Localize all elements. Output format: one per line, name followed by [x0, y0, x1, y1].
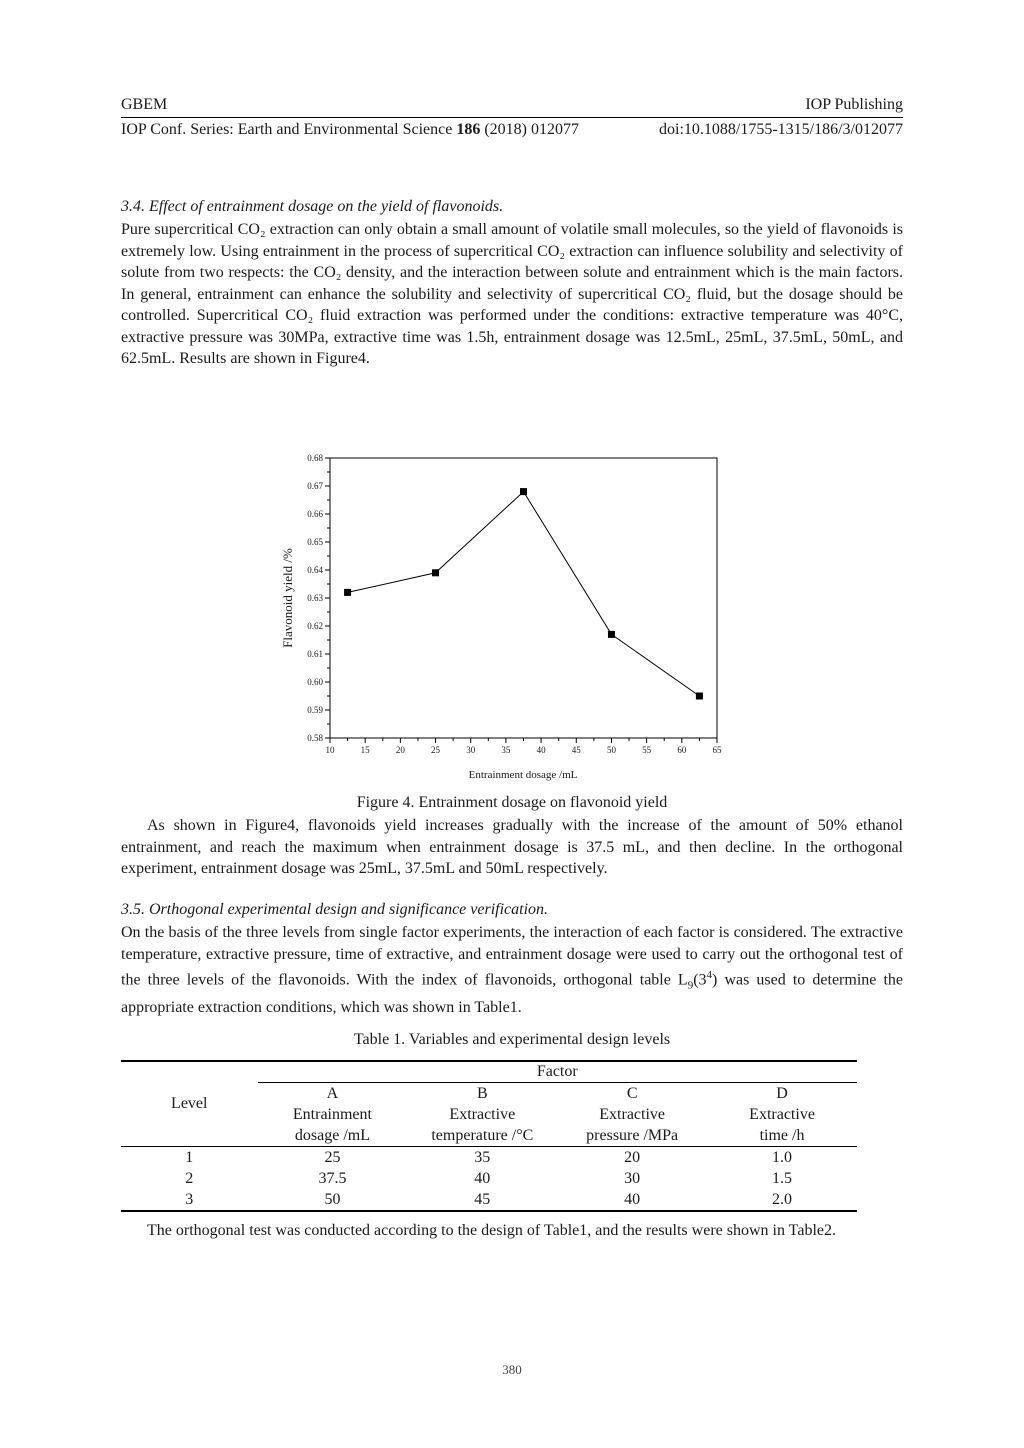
series-volume: 186 [456, 121, 481, 138]
table-cell: 1.0 [772, 1149, 793, 1166]
orthogonal-superscript: 4 [706, 969, 713, 981]
y-tick-label: 0.63 [307, 593, 323, 603]
table-row [121, 1168, 857, 1189]
journal-short-name: GBEM [121, 96, 168, 113]
header-rule [121, 117, 903, 118]
x-tick-label: 50 [606, 745, 616, 755]
y-tick-label: 0.68 [307, 453, 323, 463]
x-tick-label: 30 [466, 745, 476, 755]
x-tick-label: 25 [431, 745, 441, 755]
data-point-marker [432, 569, 439, 576]
figure-4-caption: Figure 4. Entrainment dosage on flavonoid yield [356, 794, 668, 811]
table-cell: 40 [624, 1191, 641, 1208]
x-axis-label: Entrainment dosage /mL [468, 769, 578, 781]
series-prefix: IOP Conf. Series: Earth and Environmental Science [121, 121, 457, 138]
table-1-caption: Table 1. Variables and experimental design levels [353, 1031, 671, 1048]
table-cell: 1.5 [772, 1170, 793, 1187]
table-cell: 30 [624, 1170, 641, 1187]
x-tick-label: 55 [642, 745, 652, 755]
y-tick-label: 0.58 [307, 733, 323, 743]
x-tick-label: 15 [360, 745, 370, 755]
section-3-5-text-end: ) was used to determine the appropriate extraction conditions, which was shown in Table1. [121, 971, 903, 1017]
y-tick-label: 0.62 [307, 621, 323, 631]
column-unit: time /h [759, 1127, 805, 1144]
doi: doi:10.1088/1755-1315/186/3/012077 [659, 121, 903, 138]
table-cell: 50 [324, 1191, 341, 1208]
table-cell: 25 [324, 1149, 341, 1166]
section-3-5-paragraph [121, 922, 903, 1019]
table-cell: 45 [474, 1191, 491, 1208]
data-point-marker [608, 631, 615, 638]
y-tick-label: 0.64 [307, 565, 323, 575]
data-point-marker [520, 488, 527, 495]
series-citation [121, 121, 579, 139]
y-axis-label: Flavonoid yield /% [280, 548, 295, 648]
section-heading-3-5: 3.5. Orthogonal experimental design and significance verification. [121, 901, 549, 918]
publisher-name: IOP Publishing [805, 96, 903, 113]
table-cell: 40 [474, 1170, 491, 1187]
table-cell: 1 [185, 1149, 194, 1166]
section-3-4-paragraph: Pure supercritical CO₂ extraction can only obtain a small amount of volatile small molecules, so the yield of flavonoids is extremely low. Using entrainment in the process of supercritical CO₂ extraction can influence solubility and selectivity of solute from two respects: the CO₂ density, and the interaction between solute and entrainment which is the main factors. In general, entrainment can enhance the solubility and selectivity of supercritical CO₂ fluid, but the dosage should be controlled. Supercritical CO₂ fluid extraction was performed under the conditions: extractive temperature was 40°C, extractive pressure was 30MPa, extractive time was 1.5h, entrainment dosage was 12.5mL, 25mL, 37.5mL, 50mL, and 62.5mL. Results are shown in Figure4. [121, 221, 903, 367]
x-tick-label: 45 [571, 745, 581, 755]
y-tick-label: 0.60 [307, 677, 323, 687]
table-cell: 20 [624, 1149, 641, 1166]
table-cell: 37.5 [318, 1170, 347, 1187]
column-letter: D [776, 1085, 788, 1102]
orthogonal-base: (3 [693, 971, 707, 989]
column-unit: pressure /MPa [586, 1127, 679, 1144]
column-name: Entrainment [292, 1106, 372, 1123]
y-tick-label: 0.66 [307, 509, 323, 519]
section-heading-3-4: 3.4. Effect of entrainment dosage on the yield of flavonoids. [121, 198, 504, 215]
factor-header: Factor [258, 1061, 857, 1083]
x-tick-label: 60 [677, 745, 687, 755]
closing-paragraph: The orthogonal test was conducted according to the design of Table1, and the results were shown in Table2. [147, 1222, 836, 1239]
column-letter: B [476, 1085, 488, 1102]
table-row [121, 1147, 857, 1169]
data-point-marker [344, 589, 351, 596]
y-tick-label: 0.67 [307, 481, 323, 491]
y-tick-label: 0.61 [307, 649, 323, 659]
x-tick-label: 35 [501, 745, 511, 755]
column-name: Extractive [599, 1106, 666, 1123]
table-header-row-1 [121, 1061, 857, 1083]
column-unit: temperature /°C [431, 1127, 534, 1144]
y-axis [307, 453, 330, 743]
table-row [121, 1189, 857, 1211]
y-tick-label: 0.65 [307, 537, 323, 547]
column-letter: A [326, 1085, 339, 1102]
x-tick-label: 65 [712, 745, 722, 755]
data-point-marker [696, 693, 703, 700]
page-number: 380 [502, 1362, 522, 1377]
series-line [348, 492, 700, 696]
table-cell: 2.0 [772, 1191, 793, 1208]
x-axis [326, 738, 723, 755]
figure-4-discussion-paragraph: As shown in Figure4, flavonoids yield increases gradually with the increase of the amount of 50% ethanol entrainment, and reach the maximum when entrainment dosage is 37.5 mL, and then decline. In the orthogonal experiment, entrainment dosage was 25mL, 37.5mL and 50mL respectively. [121, 817, 903, 877]
table-cell: 3 [185, 1191, 194, 1208]
x-tick-label: 20 [395, 745, 405, 755]
level-header: Level [171, 1095, 208, 1112]
column-letter: C [626, 1085, 638, 1102]
y-tick-label: 0.59 [307, 705, 323, 715]
table-cell: 35 [474, 1149, 491, 1166]
x-tick-label: 40 [536, 745, 546, 755]
table-1 [121, 1061, 857, 1212]
plot-frame [330, 458, 717, 738]
figure-4-chart [270, 445, 740, 785]
column-unit: dosage /mL [294, 1127, 370, 1144]
series-markers [344, 488, 703, 699]
column-name: Extractive [749, 1106, 815, 1123]
orthogonal-subscript: 9 [687, 979, 694, 992]
series-suffix: (2018) 012077 [480, 121, 579, 138]
section-3-5-text-start: On the basis of the three levels from single factor experiments, the interaction of each factor is considered. The extractive temperature, extractive pressure, time of extractive, and entrainment dosage were used to carry out the orthogonal test of the three levels of the flavonoids. With the index of flavonoids, orthogonal table L [121, 924, 903, 989]
table-cell: 2 [185, 1170, 194, 1187]
column-name: Extractive [449, 1106, 516, 1123]
x-tick-label: 10 [325, 745, 335, 755]
